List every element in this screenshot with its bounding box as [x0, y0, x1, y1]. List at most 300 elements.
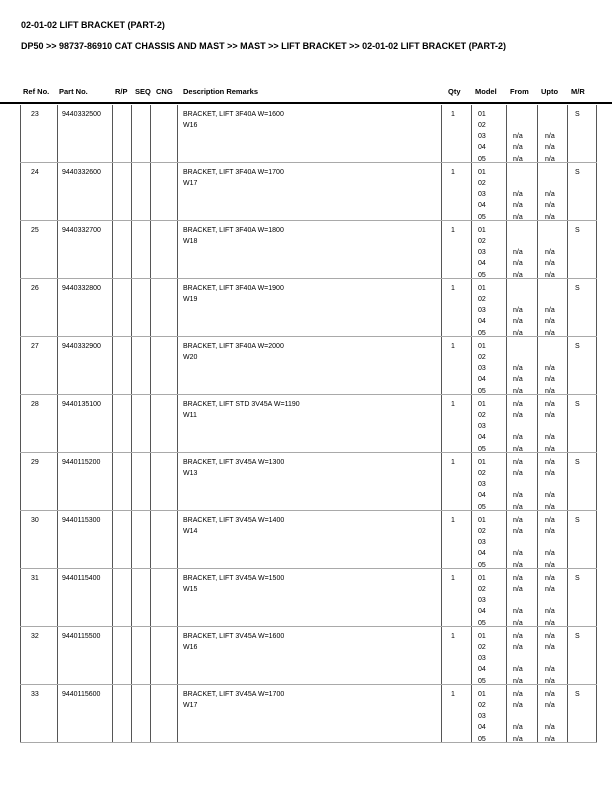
- part-no-value: 9440115500: [62, 632, 101, 640]
- upto-cell: [538, 685, 568, 742]
- from-cell: [507, 221, 538, 278]
- mr-cell: [568, 453, 597, 510]
- model-value: 05: [478, 445, 486, 452]
- from-value: [513, 479, 537, 490]
- col-header-qty: Qty: [448, 87, 461, 96]
- description-line-2: W13: [183, 469, 198, 477]
- model-cell: [472, 569, 507, 626]
- model-value: 02: [478, 411, 486, 419]
- upto-value: [545, 120, 567, 131]
- upto-value: n/a: [545, 550, 555, 558]
- ref-no-cell: [20, 105, 58, 162]
- part-no-value: 9440332900: [62, 342, 101, 350]
- seq-cell: [132, 395, 151, 452]
- upto-value: n/a: [545, 307, 555, 315]
- model-value: 04: [478, 666, 486, 674]
- model-value: 04: [478, 550, 486, 558]
- from-value: n/a: [513, 735, 523, 742]
- description-line-2: W20: [183, 353, 198, 361]
- upto-value: n/a: [545, 492, 555, 500]
- upto-value: [545, 341, 567, 352]
- upto-value: n/a: [545, 155, 555, 162]
- mr-value: S: [575, 342, 580, 350]
- part-no-value: 9440115300: [62, 516, 101, 524]
- col-header-model: Model: [475, 87, 497, 96]
- model-value: 05: [478, 155, 486, 162]
- from-value: n/a: [513, 400, 523, 408]
- from-value: n/a: [513, 387, 523, 394]
- model-cell: [472, 337, 507, 394]
- from-value: n/a: [513, 191, 523, 199]
- mr-value: S: [575, 226, 580, 234]
- model-value: 03: [478, 365, 486, 373]
- col-header-description: Description Remarks: [183, 87, 259, 96]
- from-cell: [507, 395, 538, 452]
- upto-value: n/a: [545, 191, 555, 199]
- mr-value: S: [575, 400, 580, 408]
- model-value: 02: [478, 469, 486, 477]
- qty-value: 1: [451, 458, 455, 466]
- ref-no-cell: [20, 163, 58, 220]
- breadcrumb: DP50 >> 98737-86910 CAT CHASSIS AND MAST >> MAST >> LIFT BRACKET >> 02-01-02 LIFT BRACKET (PART-2): [21, 41, 506, 51]
- model-cell: [472, 163, 507, 220]
- cng-cell: [151, 163, 178, 220]
- upto-value: [545, 109, 567, 120]
- from-value: n/a: [513, 411, 523, 419]
- rp-cell: [113, 511, 132, 568]
- upto-cell: [538, 627, 568, 684]
- ref-no-value: 26: [31, 284, 39, 292]
- description-cell: [178, 569, 442, 626]
- cng-cell: [151, 221, 178, 278]
- upto-value: n/a: [545, 365, 555, 373]
- table-row: [20, 337, 597, 395]
- mr-cell: [568, 627, 597, 684]
- part-no-cell: [58, 337, 113, 394]
- seq-cell: [132, 453, 151, 510]
- cng-cell: [151, 279, 178, 336]
- part-no-cell: [58, 453, 113, 510]
- from-value: n/a: [513, 155, 523, 162]
- cng-cell: [151, 337, 178, 394]
- model-value: 01: [478, 632, 486, 640]
- from-value: n/a: [513, 318, 523, 326]
- model-value: 03: [478, 655, 486, 663]
- model-value: 02: [478, 527, 486, 535]
- upto-value: n/a: [545, 434, 555, 442]
- upto-value: n/a: [545, 619, 555, 626]
- rp-cell: [113, 569, 132, 626]
- upto-value: n/a: [545, 561, 555, 568]
- model-value: 05: [478, 677, 486, 684]
- qty-cell: [442, 569, 472, 626]
- upto-value: [545, 421, 567, 432]
- model-value: 02: [478, 353, 486, 361]
- description-cell: [178, 221, 442, 278]
- model-value: 04: [478, 608, 486, 616]
- from-value: n/a: [513, 133, 523, 141]
- model-value: 01: [478, 226, 486, 234]
- model-value: 02: [478, 585, 486, 593]
- upto-value: n/a: [545, 608, 555, 616]
- upto-value: n/a: [545, 411, 555, 419]
- upto-value: n/a: [545, 643, 555, 651]
- from-value: n/a: [513, 677, 523, 684]
- seq-cell: [132, 163, 151, 220]
- from-value: [513, 167, 537, 178]
- upto-value: n/a: [545, 527, 555, 535]
- from-value: [513, 294, 537, 305]
- ref-no-cell: [20, 279, 58, 336]
- upto-value: n/a: [545, 376, 555, 384]
- table-row: [20, 569, 597, 627]
- rp-cell: [113, 337, 132, 394]
- col-header-rp: R/P: [115, 87, 128, 96]
- from-value: [513, 236, 537, 247]
- part-no-cell: [58, 163, 113, 220]
- upto-value: n/a: [545, 202, 555, 210]
- upto-value: [545, 711, 567, 722]
- seq-cell: [132, 221, 151, 278]
- model-value: 03: [478, 133, 486, 141]
- from-value: n/a: [513, 458, 523, 466]
- description-line-2: W15: [183, 585, 198, 593]
- description-line-2: W16: [183, 643, 198, 651]
- mr-cell: [568, 337, 597, 394]
- from-value: n/a: [513, 492, 523, 500]
- from-value: n/a: [513, 724, 523, 732]
- upto-value: n/a: [545, 249, 555, 257]
- qty-cell: [442, 395, 472, 452]
- description-line-2: W19: [183, 295, 198, 303]
- upto-cell: [538, 453, 568, 510]
- mr-value: S: [575, 574, 580, 582]
- mr-value: S: [575, 110, 580, 118]
- description-cell: [178, 685, 442, 742]
- upto-value: [545, 595, 567, 606]
- from-value: n/a: [513, 202, 523, 210]
- mr-cell: [568, 511, 597, 568]
- model-cell: [472, 395, 507, 452]
- rp-cell: [113, 279, 132, 336]
- from-cell: [507, 163, 538, 220]
- mr-value: S: [575, 632, 580, 640]
- model-cell: [472, 105, 507, 162]
- from-value: n/a: [513, 469, 523, 477]
- upto-value: n/a: [545, 585, 555, 593]
- description-cell: [178, 279, 442, 336]
- model-value: 03: [478, 713, 486, 721]
- table-row: [20, 453, 597, 511]
- from-value: n/a: [513, 550, 523, 558]
- description-line-1: BRACKET, LIFT 3F40A W=1900: [183, 284, 284, 292]
- ref-no-value: 29: [31, 458, 39, 466]
- upto-value: n/a: [545, 632, 555, 640]
- model-value: 05: [478, 619, 486, 626]
- cng-cell: [151, 395, 178, 452]
- description-line-1: BRACKET, LIFT 3F40A W=1600: [183, 110, 284, 118]
- ref-no-value: 28: [31, 400, 39, 408]
- col-header-mr: M/R: [571, 87, 585, 96]
- model-cell: [472, 685, 507, 742]
- mr-value: S: [575, 458, 580, 466]
- cng-cell: [151, 569, 178, 626]
- seq-cell: [132, 627, 151, 684]
- mr-cell: [568, 395, 597, 452]
- seq-cell: [132, 279, 151, 336]
- from-cell: [507, 337, 538, 394]
- model-value: 05: [478, 213, 486, 220]
- part-no-cell: [58, 569, 113, 626]
- model-value: 05: [478, 271, 486, 278]
- upto-value: n/a: [545, 469, 555, 477]
- upto-cell: [538, 395, 568, 452]
- description-line-2: W11: [183, 411, 197, 419]
- upto-value: n/a: [545, 516, 555, 524]
- description-line-1: BRACKET, LIFT 3F40A W=1700: [183, 168, 284, 176]
- model-value: 04: [478, 318, 486, 326]
- upto-cell: [538, 105, 568, 162]
- model-value: 01: [478, 284, 486, 292]
- upto-value: [545, 167, 567, 178]
- from-value: n/a: [513, 608, 523, 616]
- qty-value: 1: [451, 110, 455, 118]
- model-value: 04: [478, 202, 486, 210]
- model-value: 02: [478, 295, 486, 303]
- from-value: [513, 711, 537, 722]
- part-no-value: 9440135100: [62, 400, 101, 408]
- description-cell: [178, 337, 442, 394]
- col-header-part-no: Part No.: [59, 87, 88, 96]
- seq-cell: [132, 105, 151, 162]
- ref-no-value: 30: [31, 516, 39, 524]
- upto-value: n/a: [545, 133, 555, 141]
- parts-table-body: [20, 105, 597, 743]
- upto-value: [545, 283, 567, 294]
- ref-no-cell: [20, 569, 58, 626]
- ref-no-value: 25: [31, 226, 39, 234]
- qty-value: 1: [451, 574, 455, 582]
- model-value: 01: [478, 110, 486, 118]
- part-no-cell: [58, 685, 113, 742]
- upto-value: n/a: [545, 503, 555, 510]
- from-value: n/a: [513, 307, 523, 315]
- from-cell: [507, 685, 538, 742]
- from-value: n/a: [513, 701, 523, 709]
- rp-cell: [113, 627, 132, 684]
- col-header-upto: Upto: [541, 87, 559, 96]
- from-value: [513, 225, 537, 236]
- model-value: 01: [478, 574, 486, 582]
- qty-cell: [442, 105, 472, 162]
- from-value: [513, 341, 537, 352]
- model-cell: [472, 511, 507, 568]
- model-value: 05: [478, 735, 486, 742]
- qty-value: 1: [451, 632, 455, 640]
- from-value: [513, 653, 537, 664]
- ref-no-cell: [20, 337, 58, 394]
- from-value: n/a: [513, 585, 523, 593]
- model-value: 01: [478, 168, 486, 176]
- cng-cell: [151, 453, 178, 510]
- model-value: 04: [478, 434, 486, 442]
- table-row: [20, 395, 597, 453]
- model-value: 04: [478, 492, 486, 500]
- model-value: 01: [478, 400, 486, 408]
- model-value: 02: [478, 179, 486, 187]
- from-value: [513, 595, 537, 606]
- table-header-row: [20, 87, 597, 96]
- upto-value: n/a: [545, 458, 555, 466]
- model-cell: [472, 221, 507, 278]
- ref-no-cell: [20, 395, 58, 452]
- description-cell: [178, 105, 442, 162]
- upto-value: n/a: [545, 400, 555, 408]
- qty-cell: [442, 453, 472, 510]
- upto-value: n/a: [545, 271, 555, 278]
- from-value: n/a: [513, 365, 523, 373]
- upto-value: [545, 294, 567, 305]
- table-row: [20, 279, 597, 337]
- part-no-cell: [58, 279, 113, 336]
- qty-cell: [442, 511, 472, 568]
- model-value: 01: [478, 342, 486, 350]
- model-value: 05: [478, 561, 486, 568]
- model-value: 02: [478, 643, 486, 651]
- from-value: n/a: [513, 690, 523, 698]
- mr-value: S: [575, 516, 580, 524]
- from-value: [513, 109, 537, 120]
- qty-value: 1: [451, 690, 455, 698]
- model-value: 03: [478, 307, 486, 315]
- from-value: n/a: [513, 260, 523, 268]
- model-value: 02: [478, 237, 486, 245]
- rp-cell: [113, 395, 132, 452]
- qty-cell: [442, 627, 472, 684]
- part-no-cell: [58, 511, 113, 568]
- description-line-2: W18: [183, 237, 198, 245]
- upto-cell: [538, 337, 568, 394]
- ref-no-cell: [20, 627, 58, 684]
- rp-cell: [113, 453, 132, 510]
- model-cell: [472, 627, 507, 684]
- ref-no-value: 31: [31, 574, 39, 582]
- mr-cell: [568, 105, 597, 162]
- ref-no-cell: [20, 685, 58, 742]
- table-row: [20, 221, 597, 279]
- model-value: 02: [478, 121, 486, 129]
- model-value: 01: [478, 458, 486, 466]
- from-value: n/a: [513, 666, 523, 674]
- ref-no-value: 32: [31, 632, 39, 640]
- seq-cell: [132, 511, 151, 568]
- table-row: [20, 163, 597, 221]
- part-no-value: 9440332700: [62, 226, 101, 234]
- description-line-2: W17: [183, 701, 198, 709]
- from-cell: [507, 453, 538, 510]
- from-cell: [507, 279, 538, 336]
- model-value: 01: [478, 690, 486, 698]
- qty-value: 1: [451, 226, 455, 234]
- upto-value: [545, 225, 567, 236]
- from-value: n/a: [513, 144, 523, 152]
- qty-value: 1: [451, 400, 455, 408]
- part-no-cell: [58, 221, 113, 278]
- ref-no-value: 33: [31, 690, 39, 698]
- upto-cell: [538, 511, 568, 568]
- mr-cell: [568, 279, 597, 336]
- upto-value: [545, 479, 567, 490]
- upto-value: n/a: [545, 213, 555, 220]
- description-line-2: W16: [183, 121, 198, 129]
- upto-value: n/a: [545, 690, 555, 698]
- from-value: n/a: [513, 516, 523, 524]
- qty-cell: [442, 337, 472, 394]
- model-value: 04: [478, 260, 486, 268]
- mr-value: S: [575, 690, 580, 698]
- from-value: [513, 537, 537, 548]
- table-row: [20, 627, 597, 685]
- qty-cell: [442, 685, 472, 742]
- upto-value: [545, 236, 567, 247]
- mr-cell: [568, 163, 597, 220]
- mr-cell: [568, 221, 597, 278]
- upto-value: [545, 537, 567, 548]
- seq-cell: [132, 337, 151, 394]
- upto-value: n/a: [545, 735, 555, 742]
- part-no-value: 9440115600: [62, 690, 101, 698]
- from-value: [513, 352, 537, 363]
- seq-cell: [132, 685, 151, 742]
- ref-no-cell: [20, 453, 58, 510]
- ref-no-value: 27: [31, 342, 39, 350]
- cng-cell: [151, 511, 178, 568]
- upto-value: n/a: [545, 318, 555, 326]
- from-value: n/a: [513, 213, 523, 220]
- model-value: 03: [478, 191, 486, 199]
- upto-value: n/a: [545, 260, 555, 268]
- qty-value: 1: [451, 342, 455, 350]
- model-value: 02: [478, 701, 486, 709]
- model-value: 05: [478, 329, 486, 336]
- model-cell: [472, 453, 507, 510]
- from-value: n/a: [513, 619, 523, 626]
- page-title: 02-01-02 LIFT BRACKET (PART-2): [21, 20, 165, 30]
- model-value: 01: [478, 516, 486, 524]
- description-line-1: BRACKET, LIFT 3V45A W=1700: [183, 690, 285, 698]
- upto-value: n/a: [545, 387, 555, 394]
- model-value: 03: [478, 249, 486, 257]
- description-cell: [178, 163, 442, 220]
- qty-cell: [442, 163, 472, 220]
- qty-value: 1: [451, 168, 455, 176]
- description-line-2: W14: [183, 527, 198, 535]
- qty-cell: [442, 221, 472, 278]
- model-value: 05: [478, 503, 486, 510]
- description-line-1: BRACKET, LIFT 3V45A W=1500: [183, 574, 285, 582]
- from-value: n/a: [513, 434, 523, 442]
- description-line-2: W17: [183, 179, 198, 187]
- part-no-cell: [58, 105, 113, 162]
- upto-value: n/a: [545, 701, 555, 709]
- rp-cell: [113, 105, 132, 162]
- model-value: 04: [478, 376, 486, 384]
- upto-cell: [538, 569, 568, 626]
- description-line-1: BRACKET, LIFT 3V45A W=1600: [183, 632, 285, 640]
- from-value: n/a: [513, 574, 523, 582]
- table-row: [20, 105, 597, 163]
- model-cell: [472, 279, 507, 336]
